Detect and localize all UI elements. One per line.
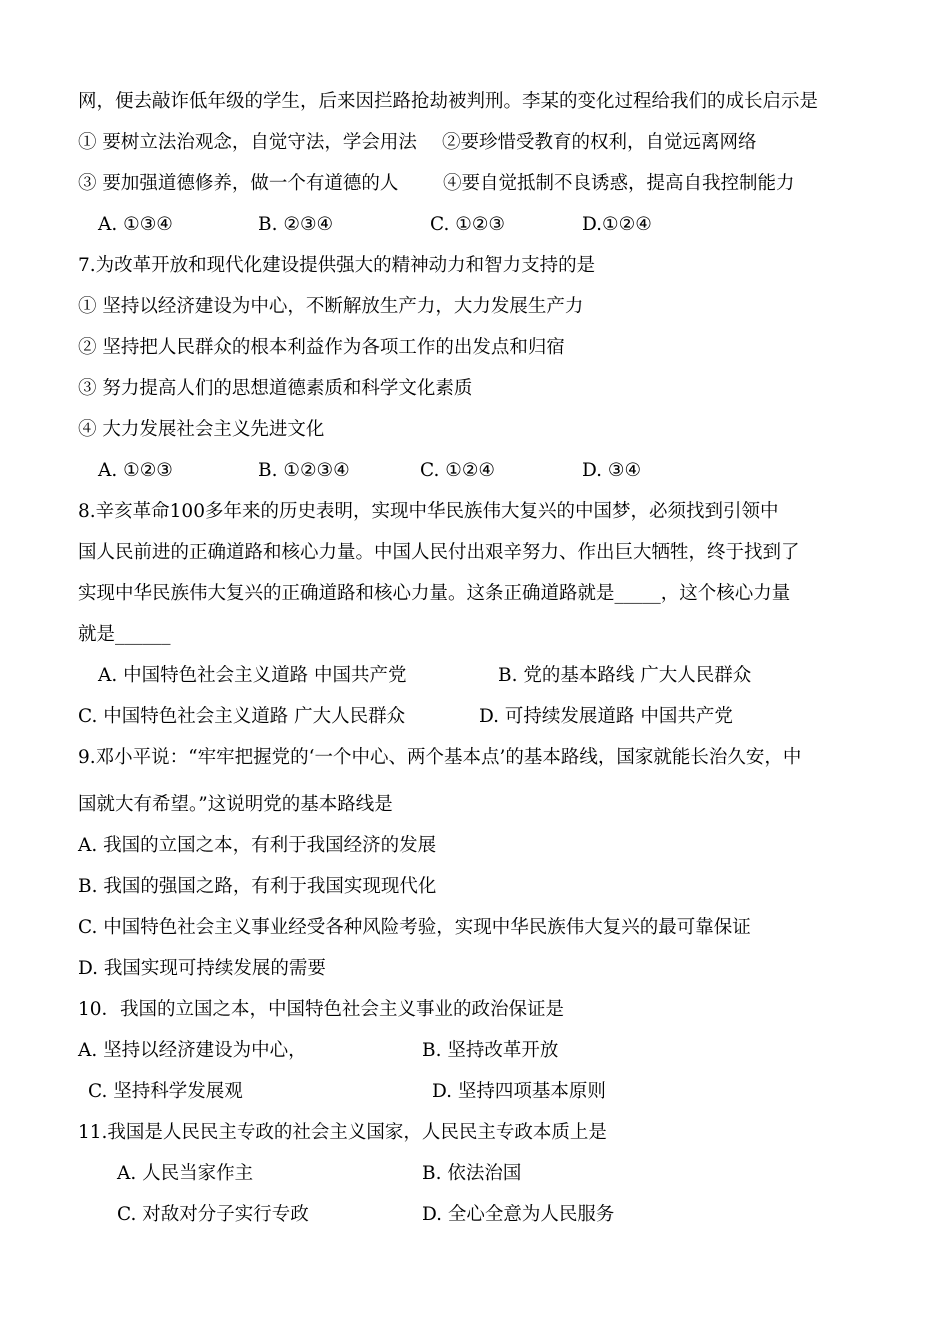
q7-stem: 7.为改革开放和现代化建设提供强大的精神动力和智力支持的是 bbox=[78, 255, 596, 276]
q7-statement-4: ④ 大力发展社会主义先进文化 bbox=[78, 419, 325, 440]
q7-statement-3: ③ 努力提高人们的思想道德素质和科学文化素质 bbox=[78, 378, 473, 399]
q7-statement-2: ② 坚持把人民群众的根本利益作为各项工作的出发点和归宿 bbox=[78, 337, 565, 358]
q6-stem-tail: 网，便去敲诈低年级的学生，后来因拦路抢劫被判刑。李某的变化过程给我们的成长启示是 bbox=[78, 91, 819, 112]
q9-option-b: B. 我国的强国之路，有利于我国实现现代化 bbox=[78, 876, 437, 897]
q6-statement-4: ④要自觉抵制不良诱惑，提高自我控制能力 bbox=[443, 173, 795, 194]
q6-statement-3: ③ 要加强道德修养，做一个有道德的人 bbox=[78, 173, 399, 194]
q7-option-d: D. ③④ bbox=[582, 460, 642, 481]
q6-statement-2: ②要珍惜受教育的权利，自觉远离网络 bbox=[442, 132, 757, 153]
q8-option-c: C. 中国特色社会主义道路 广大人民群众 bbox=[78, 706, 406, 727]
q11-option-c: C. 对敌对分子实行专政 bbox=[117, 1204, 309, 1225]
q10-option-d: D. 坚持四项基本原则 bbox=[432, 1081, 606, 1102]
q7-option-c: C. ①②④ bbox=[420, 460, 496, 481]
q8-stem-line-1: 8.辛亥革命100多年来的历史表明，实现中华民族伟大复兴的中国梦，必须找到引领中 bbox=[78, 501, 779, 522]
q8-option-d: D. 可持续发展道路 中国共产党 bbox=[479, 706, 733, 727]
q10-option-c: C. 坚持科学发展观 bbox=[88, 1081, 243, 1102]
q8-option-a: A. 中国特色社会主义道路 中国共产党 bbox=[98, 665, 407, 686]
q8-stem-line-4: 就是______ bbox=[78, 624, 171, 645]
q8-option-b: B. 党的基本路线 广大人民群众 bbox=[498, 665, 752, 686]
q11-stem: 11.我国是人民民主专政的社会主义国家，人民民主专政本质上是 bbox=[78, 1122, 607, 1143]
q11-option-a: A. 人民当家作主 bbox=[117, 1163, 254, 1184]
q7-option-b: B. ①②③④ bbox=[258, 460, 350, 481]
q7-option-a: A. ①②③ bbox=[98, 460, 173, 481]
q9-stem-line-1: 9.邓小平说：“牢牢把握党的‘一个中心、两个基本点’的基本路线，国家就能长治久安，中 bbox=[78, 747, 802, 768]
q10-option-b: B. 坚持改革开放 bbox=[422, 1040, 559, 1061]
q7-statement-1: ① 坚持以经济建设为中心，不断解放生产力，大力发展生产力 bbox=[78, 296, 584, 317]
q8-stem-line-2: 国人民前进的正确道路和核心力量。中国人民付出艰辛努力、作出巨大牺牲，终于找到了 bbox=[78, 542, 800, 563]
q11-option-b: B. 依法治国 bbox=[422, 1163, 522, 1184]
q6-option-b: B. ②③④ bbox=[258, 214, 334, 235]
q6-option-d: D.①②④ bbox=[582, 214, 652, 235]
q9-option-d: D. 我国实现可持续发展的需要 bbox=[78, 958, 326, 979]
q6-statement-1: ① 要树立法治观念，自觉守法，学会用法 bbox=[78, 132, 417, 153]
q6-option-c: C. ①②③ bbox=[430, 214, 506, 235]
q9-option-c: C. 中国特色社会主义事业经受各种风险考验，实现中华民族伟大复兴的最可靠保证 bbox=[78, 917, 751, 938]
q8-stem-line-3: 实现中华民族伟大复兴的正确道路和核心力量。这条正确道路就是_____，这个核心力量 bbox=[78, 583, 791, 604]
q9-stem-line-2: 国就大有希望。”这说明党的基本路线是 bbox=[78, 794, 393, 815]
q11-option-d: D. 全心全意为人民服务 bbox=[422, 1204, 615, 1225]
q10-stem: 10．我国的立国之本，中国特色社会主义事业的政治保证是 bbox=[78, 999, 565, 1020]
q6-option-a: A. ①③④ bbox=[98, 214, 173, 235]
q10-option-a: A. 坚持以经济建设为中心， bbox=[78, 1040, 307, 1061]
q9-option-a: A. 我国的立国之本，有利于我国经济的发展 bbox=[78, 835, 437, 856]
